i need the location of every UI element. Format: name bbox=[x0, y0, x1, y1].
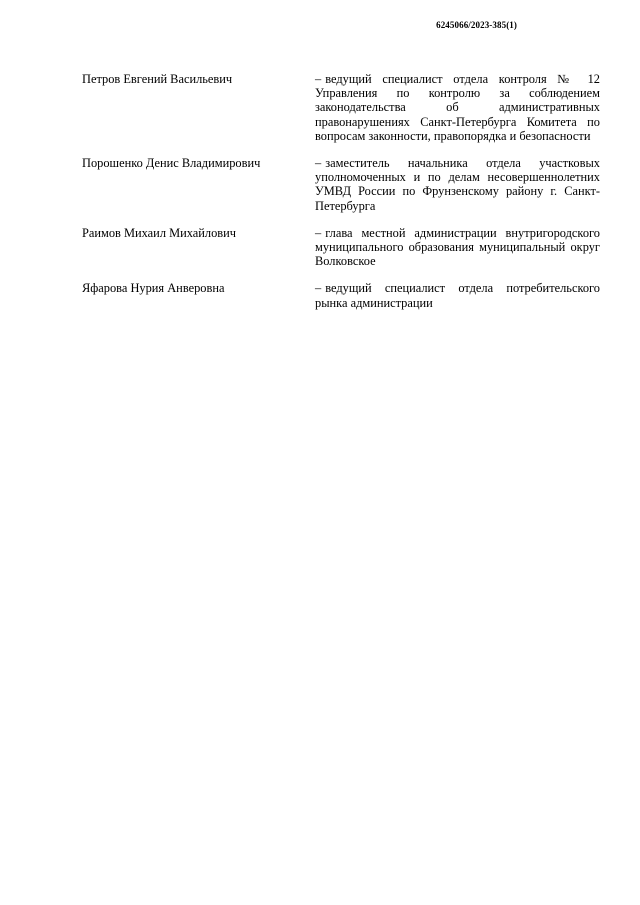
member-position bbox=[315, 72, 600, 143]
member-entry bbox=[82, 226, 600, 269]
dash: – bbox=[315, 281, 322, 296]
dash: – bbox=[315, 156, 322, 171]
member-role-text: ведущий специалист отдела потребительского рынка администрации bbox=[315, 281, 600, 310]
member-name: Яфарова Нурия Анверовна bbox=[82, 281, 225, 296]
member-name: Порошенко Денис Владимирович bbox=[82, 156, 261, 171]
member-entry bbox=[82, 156, 600, 213]
member-entry bbox=[82, 72, 600, 143]
member-role-text: ведущий специалист отдела контроля № 12 Управления по контролю за соблюдением законодательства об административных правонарушениях Санкт-Петербурга Комитета по вопросам законности, правопорядка и безопасности bbox=[315, 72, 600, 143]
dash: – bbox=[315, 225, 322, 240]
member-role-text: заместитель начальника отдела участковых уполномоченных и по делам несовершеннолетних УМВД России по Фрунзенскому району г. Санкт-Петербурга bbox=[315, 156, 600, 213]
member-name: Раимов Михаил Михайлович bbox=[82, 225, 236, 240]
member-entry bbox=[82, 281, 600, 309]
dash: – bbox=[315, 72, 322, 86]
document-code: 6245066/2023-385(1) bbox=[436, 20, 517, 30]
member-role-text: глава местной администрации внутригородского муниципального образования муниципальный округ Волковское bbox=[315, 225, 600, 269]
member-position bbox=[315, 156, 600, 213]
member-position bbox=[315, 281, 600, 309]
members-list bbox=[82, 72, 600, 323]
member-name: Петров Евгений Васильевич bbox=[82, 72, 233, 86]
member-position bbox=[315, 226, 600, 269]
